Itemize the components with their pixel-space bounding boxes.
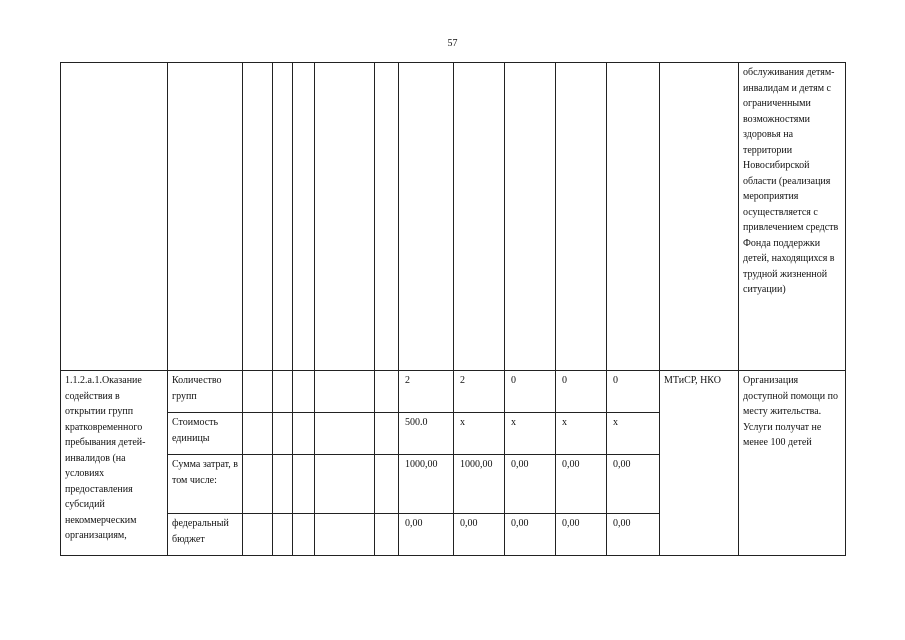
program-table [60,62,846,556]
value-cell: х [607,413,660,455]
value-cell: 2 [399,371,454,413]
value-cell: х [556,413,607,455]
indicator-cell: федеральный бюджет [168,514,243,556]
indicator-cell: Стоимость единицы [168,413,243,455]
value-cell: х [454,413,505,455]
value-cell: х [505,413,556,455]
value-cell: 0 [556,371,607,413]
value-cell: 1000,00 [399,455,454,514]
value-cell: 0,00 [505,514,556,556]
continuation-row [61,63,846,371]
value-cell: 0,00 [556,514,607,556]
measure-row-1 [61,371,846,413]
measure-name-cell: 1.1.2.а.1.Оказание содействия в открытии групп кратковременного пребывания детей-инвалидов (на условиях предоставления субсидий некоммерческим организациям, [61,371,168,556]
value-cell: 500.0 [399,413,454,455]
continuation-result-cell: обслуживания детям-инвалидам и детям с ограниченными возможностями здоровья на территории Новосибирской области (реализация мероприятия осуществляется с привлечением средств Фонда поддержки детей, находящихся в трудной жизненной ситуации) [739,63,846,371]
page-number: 57 [447,38,458,49]
indicator-cell: Сумма затрат, в том числе: [168,455,243,514]
value-cell: 0,00 [399,514,454,556]
result-cell: Организация доступной помощи по месту жительства. Услуги получат не менее 100 детей [739,371,846,556]
executors-cell: МТиСР, НКО [660,371,739,556]
value-cell: 2 [454,371,505,413]
value-cell: 0,00 [454,514,505,556]
value-cell: 1000,00 [454,455,505,514]
value-cell: 0 [505,371,556,413]
value-cell: 0,00 [556,455,607,514]
indicator-cell: Количество групп [168,371,243,413]
value-cell: 0,00 [607,514,660,556]
value-cell: 0,00 [505,455,556,514]
value-cell: 0,00 [607,455,660,514]
value-cell: 0 [607,371,660,413]
